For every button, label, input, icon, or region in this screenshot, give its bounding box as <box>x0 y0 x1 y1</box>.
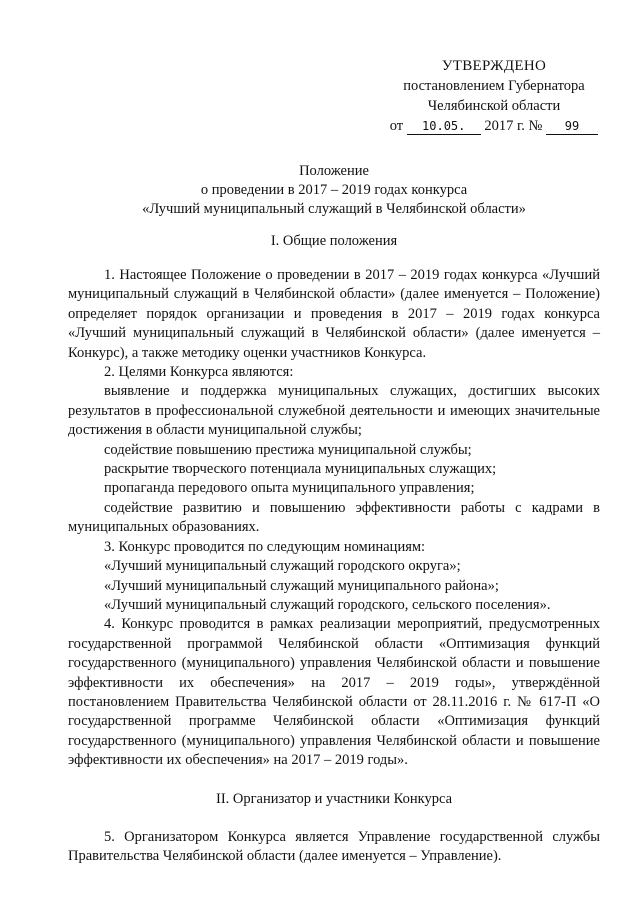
goal-item: содействие развитию и повышению эффективности работы с кадрами в муниципальных образованиях. <box>68 499 600 536</box>
date-underline <box>407 118 481 135</box>
handwritten-number: 99 <box>564 119 580 133</box>
number-underline <box>546 118 598 135</box>
approval-title: УТВЕРЖДЕНО <box>441 58 547 74</box>
section-1-heading <box>68 232 600 251</box>
paragraph-5: 5. Организатором Конкурса является Управление государственной службы Правительства Челябинской области (далее именуется – Управление). <box>68 828 600 865</box>
approval-stamp <box>358 56 598 136</box>
approval-line-1: постановлением Губернатора <box>403 78 585 94</box>
date-prefix: от <box>389 118 404 134</box>
nomination-item: «Лучший муниципальный служащий городского округа»; <box>104 558 461 575</box>
goal-item: выявление и поддержка муниципальных служащих, достигших высоких результатов в профессиональной служебной деятельности и имеющих значительные достижения в области муниципальной службы; <box>68 383 600 439</box>
section-1-heading-text: I. Общие положения <box>270 233 398 249</box>
title-line-1: Положение <box>299 163 369 179</box>
approval-line-2: Челябинской области <box>427 98 561 114</box>
paragraph-3: 3. Конкурс проводится по следующим номинациям: <box>104 538 426 555</box>
handwritten-date: 10.05. <box>422 119 466 133</box>
date-suffix: 2017 г. № <box>484 118 543 134</box>
document-title <box>68 162 600 219</box>
nomination-item: «Лучший муниципальный служащий городского, сельского поселения». <box>104 596 551 613</box>
section-1-body <box>68 266 600 867</box>
nomination-item: «Лучший муниципальный служащий муниципального района»; <box>104 577 499 594</box>
paragraph-1: 1. Настоящее Положение о проведении в 2017 – 2019 годах конкурса «Лучший муниципальный служащий в Челябинской области» (далее именуется – Положение) определяет порядок организации и проведения в 2017 – 2019 годах конкурса «Лучший муниципальный служащий в Челябинской области» (далее именуется – Конкурс), а также методику оценки участников Конкурса. <box>68 267 600 361</box>
paragraph-2: 2. Целями Конкурса являются: <box>104 364 294 381</box>
approval-date-line <box>358 116 598 136</box>
title-line-3: «Лучший муниципальный служащий в Челябинской области» <box>142 201 526 217</box>
goal-item: пропаганда передового опыта муниципального управления; <box>104 480 475 497</box>
goal-item: содействие повышению престижа муниципальной службы; <box>104 441 472 458</box>
goal-item: раскрытие творческого потенциала муниципальных служащих; <box>104 461 497 478</box>
section-2-heading: II. Организатор и участники Конкурса <box>215 790 453 807</box>
spacer <box>68 771 600 790</box>
paragraph-4: 4. Конкурс проводится в рамках реализации мероприятий, предусмотренных государственной программой Челябинской области «Оптимизация функций государственного (муниципального) управления Челябинской области и повышение эффективности их обеспечения» на 2017 – 2019 годы», утверждённой постановлением Правительства Челябинской области от 28.11.2016 г. № 617-П «О государственной программе Челябинской области «Оптимизация функций государственного (муниципального) управления Челябинской области и повышение эффективности их обеспечения» на 2017 – 2019 годы». <box>68 616 600 769</box>
title-line-2: о проведении в 2017 – 2019 годах конкурса <box>200 182 468 198</box>
spacer <box>68 809 600 828</box>
